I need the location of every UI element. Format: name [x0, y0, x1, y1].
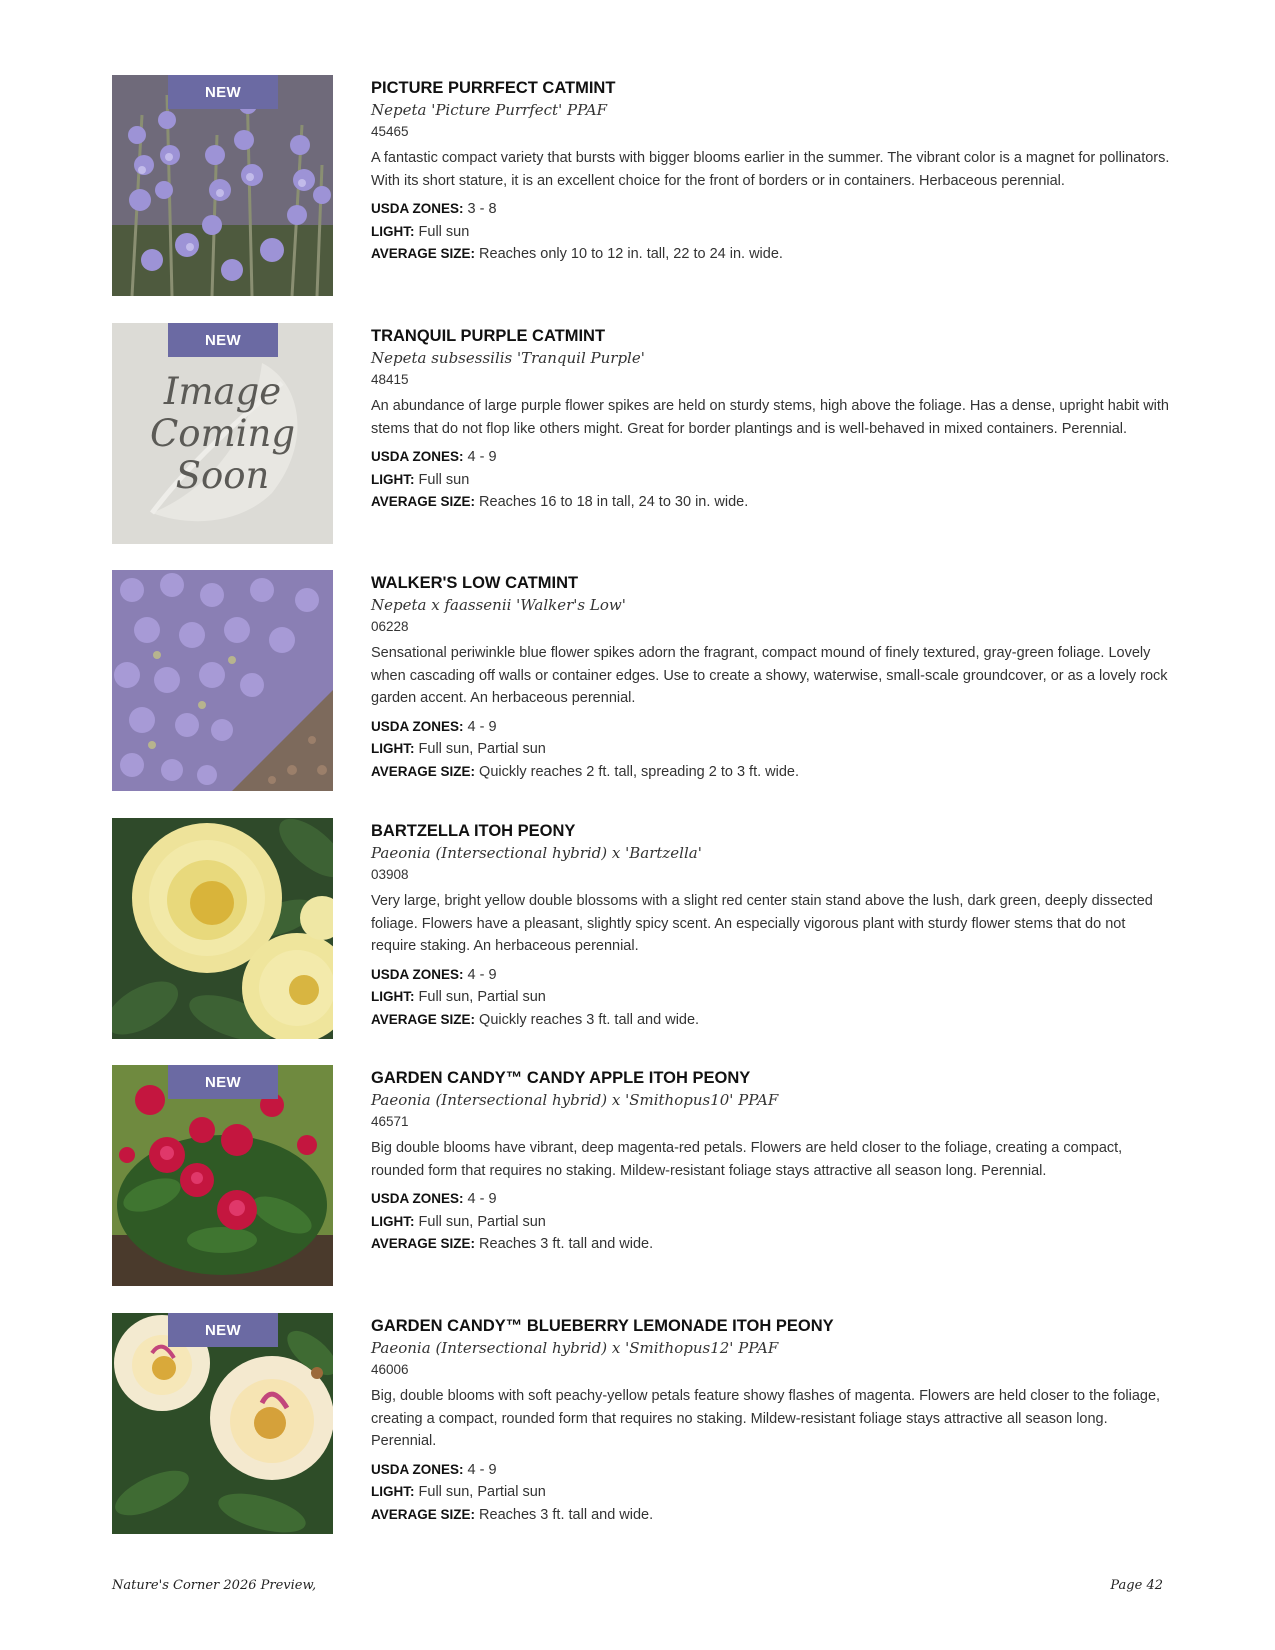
plant-botanical-name: Nepeta subsessilis 'Tranquil Purple'	[371, 349, 645, 367]
plant-item-code: 03908	[371, 867, 409, 882]
plant-botanical-name: Paeonia (Intersectional hybrid) x 'Smithopus12' PPAF	[371, 1339, 779, 1357]
average-size-label: AVERAGE SIZE:	[371, 763, 476, 779]
average-size-value: Quickly reaches 3 ft. tall and wide.	[479, 1011, 700, 1028]
light	[371, 738, 1171, 761]
plant-botanical-name: Nepeta 'Picture Purrfect' PPAF	[371, 101, 608, 119]
average-size-value: Reaches 3 ft. tall and wide.	[479, 1506, 654, 1523]
image-coming-soon-text	[112, 371, 333, 497]
average-size-value: Quickly reaches 2 ft. tall, spreading 2 to 3 ft. wide.	[479, 763, 800, 780]
usda-zones-value: 4 - 9	[467, 449, 497, 466]
plant-botanical-name: Paeonia (Intersectional hybrid) x 'Smithopus10' PPAF	[371, 1091, 779, 1109]
light-label: LIGHT:	[371, 223, 415, 239]
plant-entry	[0, 570, 1275, 792]
average-size-label: AVERAGE SIZE:	[371, 1236, 476, 1252]
plant-name: TRANQUIL PURPLE CATMINT	[371, 327, 606, 345]
average-size-label: AVERAGE SIZE:	[371, 1506, 476, 1522]
light-value: Full sun, Partial sun	[418, 989, 546, 1006]
light-label: LIGHT:	[371, 471, 415, 487]
plant-name: BARTZELLA ITOH PEONY	[371, 822, 576, 840]
new-badge: NEW	[168, 1065, 278, 1099]
light-value: Full sun	[418, 223, 470, 240]
light-value: Full sun, Partial sun	[418, 741, 546, 758]
light	[371, 1481, 1171, 1504]
usda-zones-label: USDA ZONES:	[371, 1191, 464, 1207]
plant-item-code: 06228	[371, 619, 409, 634]
plant-entry	[0, 75, 1275, 297]
usda-zones-value: 3 - 8	[467, 201, 497, 218]
walkers-low-photo-image	[112, 570, 333, 791]
plant-item-code: 48415	[371, 372, 409, 387]
plant-photo	[112, 818, 333, 1039]
plant-description: Big double blooms have vibrant, deep magenta-red petals. Flowers are held closer to the foliage, creating a compact, rounded form that requires no staking. Mildew-resistant foliage stays attractive all season long. Perennial.	[371, 1140, 1123, 1179]
plant-name: PICTURE PURRFECT CATMINT	[371, 79, 616, 97]
new-badge: NEW	[168, 1313, 278, 1347]
plant-info	[371, 820, 1171, 1032]
plant-description: Big, double blooms with soft peachy-yellow petals feature showy flashes of magenta. Flowers are held closer to the foliage, creating a compact, rounded form that requires no staking. Mildew-resistant foliage stays attractive all season long. Perennial.	[371, 1388, 1161, 1450]
light-value: Full sun, Partial sun	[418, 1484, 546, 1501]
average-size	[371, 1233, 1171, 1256]
plant-photo	[112, 570, 333, 791]
plant-entry	[0, 1065, 1275, 1287]
usda-zones-value: 4 - 9	[467, 966, 497, 983]
average-size	[371, 243, 1171, 266]
usda-zones-value: 4 - 9	[467, 718, 497, 735]
plant-photo	[112, 323, 333, 544]
usda-zones-label: USDA ZONES:	[371, 966, 464, 982]
placeholder-line: Coming	[149, 412, 296, 455]
plant-info	[371, 1315, 1171, 1527]
light-label: LIGHT:	[371, 989, 415, 1005]
light-value: Full sun	[418, 471, 470, 488]
average-size-value: Reaches 3 ft. tall and wide.	[479, 1236, 654, 1253]
plant-name: WALKER'S LOW CATMINT	[371, 574, 579, 592]
plant-photo	[112, 75, 333, 296]
placeholder-line: Soon	[175, 454, 270, 497]
light-label: LIGHT:	[371, 741, 415, 757]
light	[371, 221, 1171, 244]
plant-description: A fantastic compact variety that bursts with bigger blooms earlier in the summer. The vibrant color is a magnet for pollinators. With its short stature, it is an excellent choice for the front of borders or in containers. Herbaceous perennial.	[371, 150, 1170, 189]
plant-entry	[0, 323, 1275, 545]
plant-description: Sensational periwinkle blue flower spikes adorn the fragrant, compact mound of finely textured, gray-green foliage. Lovely when cascading off walls or container edges. Use to create a showy, waterwise, small-scale groundcover, or as a lovely rock garden accent. An herbaceous perennial.	[371, 645, 1168, 707]
usda-zones-label: USDA ZONES:	[371, 449, 464, 465]
average-size	[371, 1009, 1171, 1032]
plant-entry	[0, 1313, 1275, 1535]
placeholder-line: Image	[163, 370, 282, 413]
plant-info	[371, 572, 1171, 784]
usda-zones	[371, 1188, 1171, 1211]
average-size-value: Reaches only 10 to 12 in. tall, 22 to 24 in. wide.	[479, 246, 783, 263]
plant-item-code: 45465	[371, 124, 409, 139]
average-size	[371, 761, 1171, 784]
usda-zones	[371, 198, 1171, 221]
plant-botanical-name: Paeonia (Intersectional hybrid) x 'Bartzella'	[371, 844, 702, 862]
new-badge: NEW	[168, 75, 278, 109]
plant-name: GARDEN CANDY™ BLUEBERRY LEMONADE ITOH PEONY	[371, 1317, 834, 1335]
footer-page-number: Page 42	[1110, 1578, 1163, 1593]
plant-info	[371, 1067, 1171, 1256]
usda-zones-label: USDA ZONES:	[371, 718, 464, 734]
new-badge: NEW	[168, 323, 278, 357]
plant-item-code: 46571	[371, 1114, 409, 1129]
light-label: LIGHT:	[371, 1213, 415, 1229]
bartzella-photo-image	[112, 818, 333, 1039]
light	[371, 469, 1171, 492]
plant-description: Very large, bright yellow double blossoms with a slight red center stain stand above the lush, dark green, deeply dissected foliage. Flowers have a pleasant, slightly spicy scent. An especially vigorous plant with sturdy flower stems that do not require staking. An herbaceous perennial.	[371, 893, 1153, 955]
plant-item-code: 46006	[371, 1362, 409, 1377]
average-size	[371, 491, 1171, 514]
plant-description: An abundance of large purple flower spikes are held on sturdy stems, high above the foliage. Has a dense, upright habit with stems that do not flop like others might. Great for border plantings and is well-behaved in mixed containers. Perennial.	[371, 398, 1169, 437]
average-size	[371, 1504, 1171, 1527]
light-value: Full sun, Partial sun	[418, 1213, 546, 1230]
usda-zones	[371, 1459, 1171, 1482]
plant-entry	[0, 818, 1275, 1040]
usda-zones-value: 4 - 9	[467, 1191, 497, 1208]
plant-botanical-name: Nepeta x faassenii 'Walker's Low'	[371, 596, 626, 614]
plant-photo	[112, 1065, 333, 1286]
light-label: LIGHT:	[371, 1484, 415, 1500]
usda-zones	[371, 964, 1171, 987]
plant-photo	[112, 1313, 333, 1534]
light	[371, 1211, 1171, 1234]
average-size-label: AVERAGE SIZE:	[371, 246, 476, 262]
plant-info	[371, 77, 1171, 266]
usda-zones-value: 4 - 9	[467, 1461, 497, 1478]
footer-catalog-title: Nature's Corner 2026 Preview,	[112, 1578, 317, 1593]
average-size-label: AVERAGE SIZE:	[371, 1011, 476, 1027]
usda-zones-label: USDA ZONES:	[371, 1461, 464, 1477]
light	[371, 986, 1171, 1009]
plant-info	[371, 325, 1171, 514]
average-size-value: Reaches 16 to 18 in tall, 24 to 30 in. wide.	[479, 494, 749, 511]
usda-zones	[371, 716, 1171, 739]
plant-name: GARDEN CANDY™ CANDY APPLE ITOH PEONY	[371, 1069, 751, 1087]
usda-zones-label: USDA ZONES:	[371, 201, 464, 217]
average-size-label: AVERAGE SIZE:	[371, 494, 476, 510]
usda-zones	[371, 446, 1171, 469]
